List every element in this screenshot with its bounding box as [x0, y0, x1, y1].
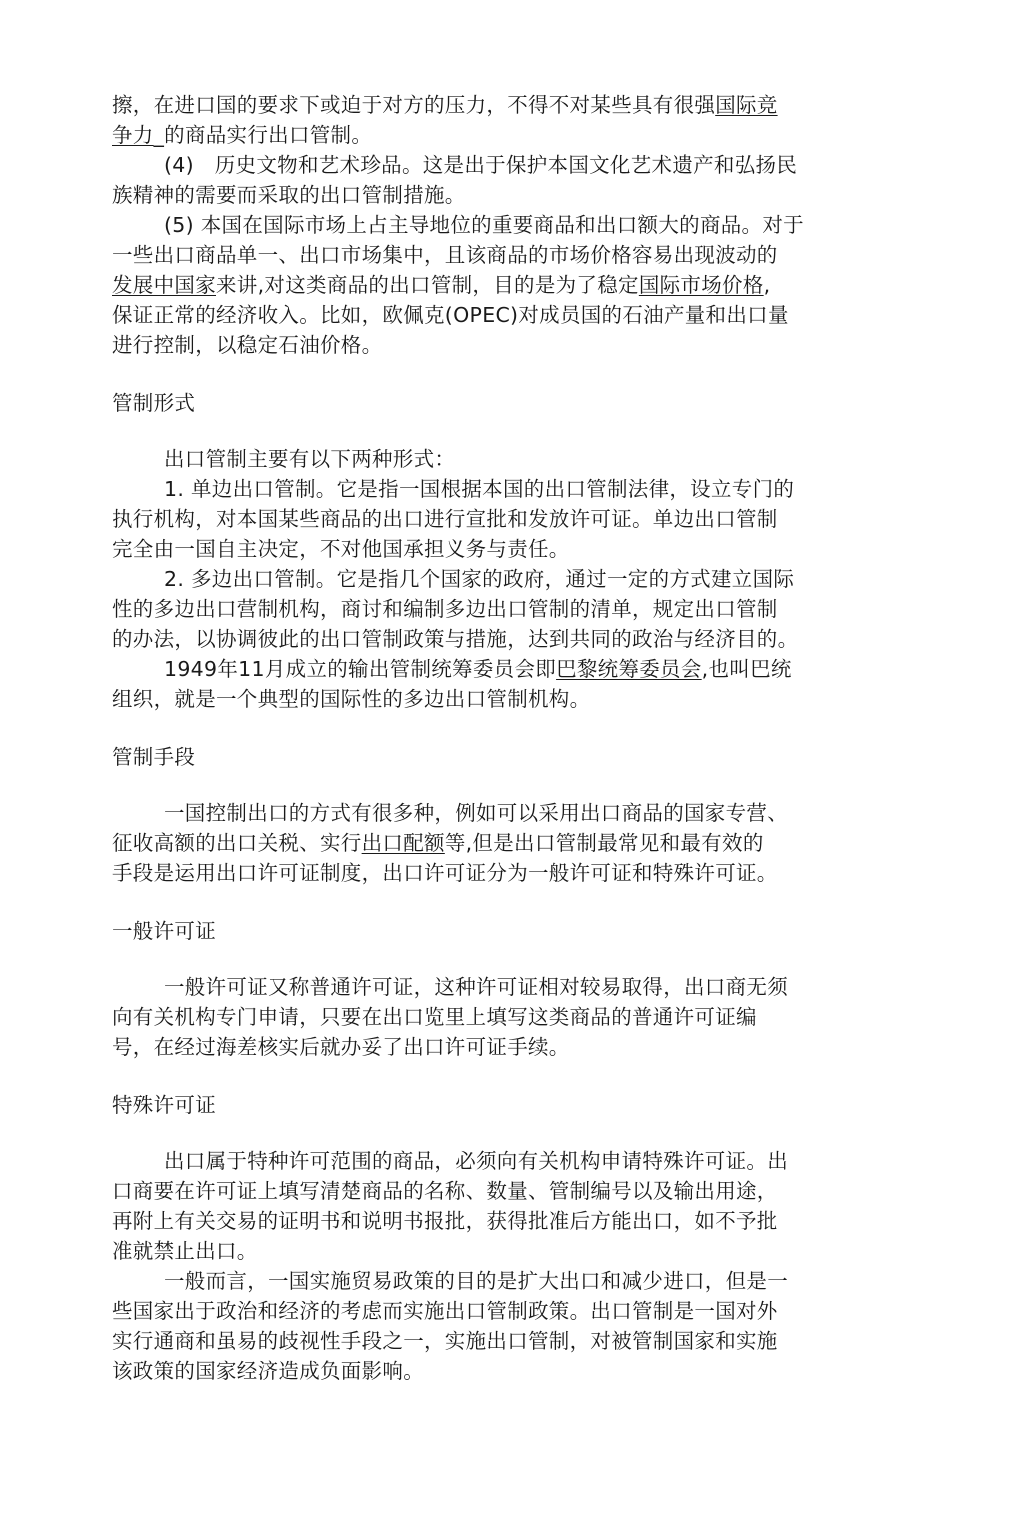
link-international-competitiveness-cont[interactable]: 争力 [112, 123, 154, 147]
text-line: 一国控制出口的方式有很多种，例如可以采用出口商品的国家专营、 [164, 801, 788, 825]
link-cocom[interactable]: 巴黎统筹委员会 [556, 657, 702, 681]
text-line: 向有关机构专门申请，只要在出口览里上填写这类商品的普通许可证编 [112, 1005, 757, 1029]
text-line: 实行通商和虽易的歧视性手段之一，实施出口管制，对被管制国家和实施 [112, 1329, 778, 1353]
link-international-market-price[interactable]: 国际市场价格 [638, 273, 764, 297]
text-line: 保证正常的经济收入。比如，欧佩克(OPEC)对成员国的石油产量和出口量 [112, 303, 789, 327]
text-line: 2. 多边出口管制。它是指几个国家的政府，通过一定的方式建立国际 [164, 567, 795, 591]
link-export-quota[interactable]: 出口配额 [361, 831, 445, 855]
text-line: 族精神的需要而采取的出口管制措施。 [112, 183, 466, 207]
text: 征收高额的出口关税、实行 [112, 831, 362, 855]
text: ,也叫巴统 [701, 657, 792, 681]
section-heading-general-license: 一般许可证 [112, 919, 216, 943]
paragraph-6 [112, 564, 840, 654]
text: 来讲,对这类商品的出口管制，目的是为了稳定 [216, 273, 639, 297]
paragraph-2 [112, 150, 840, 210]
text-line: 组织，就是一个典型的国际性的多边出口管制机构。 [112, 687, 591, 711]
section-heading-control-means: 管制手段 [112, 745, 196, 769]
text-line: (5) 本国在国际市场上占主导地位的重要商品和出口额大的商品。对于 [164, 213, 804, 237]
text-line: 的办法，以协调彼此的出口管制政策与措施，达到共同的政治与经济目的。 [112, 627, 799, 651]
paragraph-10 [112, 1146, 840, 1266]
section-heading-special-license: 特殊许可证 [112, 1093, 216, 1117]
text-line: 些国家出于政治和经济的考虑而实施出口管制政策。出口管制是一国对外 [112, 1299, 778, 1323]
link-international-competitiveness[interactable]: 国际竞 [715, 93, 778, 117]
text: 1949年11月成立的输出管制统筹委员会即 [164, 657, 557, 681]
paragraph-11 [112, 1266, 840, 1386]
paragraph-7 [112, 654, 840, 714]
text-line: 一般而言，一国实施贸易政策的目的是扩大出口和减少进口，但是一 [164, 1269, 788, 1293]
text: _的商品实行出口管制。 [153, 123, 373, 147]
text-line: 完全由一国自主决定，不对他国承担义务与责任。 [112, 537, 570, 561]
section-heading-control-forms: 管制形式 [112, 391, 196, 415]
text: 擦，在进口国的要求下或迫于对方的压力，不得不对某些具有很强 [112, 93, 716, 117]
paragraph-9 [112, 972, 840, 1062]
text-line: 该政策的国家经济造成负面影响。 [112, 1359, 424, 1383]
paragraph-4 [112, 444, 840, 474]
text-line [112, 828, 840, 858]
paragraph-3 [112, 210, 840, 360]
text: , [763, 273, 771, 297]
text-line: 执行机构，对本国某些商品的出口进行宣批和发放许可证。单边出口管制 [112, 507, 778, 531]
text-line: 出口属于特种许可范围的商品，必须向有关机构申请特殊许可证。出 [164, 1149, 788, 1173]
paragraph-5 [112, 474, 840, 564]
link-developing-countries[interactable]: 发展中国家 [112, 273, 216, 297]
text-line: 1. 单边出口管制。它是指一国根据本国的出口管制法律，设立专门的 [164, 477, 795, 501]
text-line: 口商要在许可证上填写清楚商品的名称、数量、管制编号以及输出用途， [112, 1179, 778, 1203]
text-line: 进行控制，以稳定石油价格。 [112, 333, 383, 357]
text-line [112, 120, 840, 150]
paragraph-8 [112, 798, 840, 888]
text-line [112, 270, 840, 300]
text-line [112, 90, 840, 120]
text-line: 号，在经过海差核实后就办妥了出口许可证手续。 [112, 1035, 570, 1059]
document-page [112, 90, 840, 1386]
text-line [112, 654, 840, 684]
text-line: 出口管制主要有以下两种形式： [164, 447, 456, 471]
text-line: 手段是运用出口许可证制度，出口许可证分为一般许可证和特殊许可证。 [112, 861, 778, 885]
text-line: 一般许可证又称普通许可证，这种许可证相对较易取得，出口商无须 [164, 975, 788, 999]
text-line: (4) 历史文物和艺术珍品。这是出于保护本国文化艺术遗产和弘扬民 [164, 153, 798, 177]
text: 等,但是出口管制最常见和最有效的 [444, 831, 764, 855]
text-line: 准就禁止出口。 [112, 1239, 258, 1263]
text-line: 一些出口商品单一、出口市场集中，且该商品的市场价格容易出现波动的 [112, 243, 778, 267]
text-line: 再附上有关交易的证明书和说明书报批，获得批准后方能出口，如不予批 [112, 1209, 778, 1233]
text-line: 性的多边出口营制机构，商讨和编制多边出口管制的清单，规定出口管制 [112, 597, 778, 621]
paragraph-1 [112, 90, 840, 150]
